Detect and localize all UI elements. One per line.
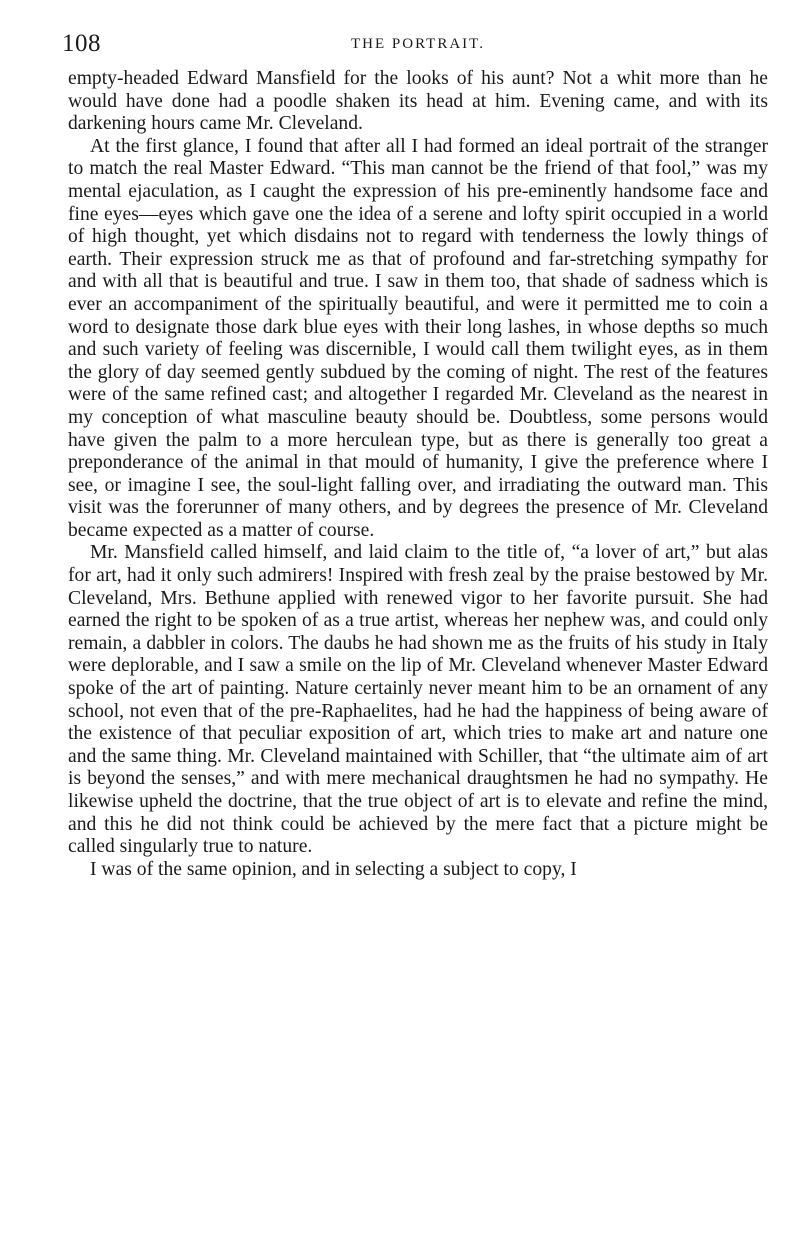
paragraph: I was of the same opinion, and in selecting a subject to copy, I: [90, 858, 577, 880]
paragraph: At the first glance, I found that after all I had formed an ideal portrait of the stranger to match the real Master Edward. “This man cannot be the friend of that fool,” was my mental ejaculation, as I caught the expression of his pre-eminently handsome face and fine eyes—eyes which gave one the idea of a serene and lofty spirit occupied in a world of high thought, yet which disdains not to regard with tenderness the lowly things of earth. Their expression struck me as that of profound and far-stretching sympathy for and with all that is beautiful and true. I saw in them too, that shade of sadness which is ever an accompaniment of the spiritually beautiful, and were it permitted me to coin a word to designate those dark blue eyes with their long lashes, in whose depths so much and such variety of feeling was discernible, I would call them twilight eyes, as in them the glory of day seemed gently subdued by the coming of night. The rest of the features were of the same refined cast; and altogether I regarded Mr. Cleveland as the nearest in my conception of what masculine beauty should be. Doubtless, some persons would have given the palm to a more herculean type, but as there is generally too great a preponderance of the animal in that mould of humanity, I give the preference where I see, or imagine I see, the soul-light falling over, and irradiating the outward man. This visit was the forerunner of many others, and by degrees the presence of Mr. Cleveland became expected as a matter of course.: [68, 135, 768, 541]
running-head: [62, 30, 768, 60]
page-number: 108: [62, 30, 101, 57]
running-title: THE PORTRAIT.: [351, 36, 485, 52]
body-text: [68, 68, 768, 881]
paragraph: Mr. Mansfield called himself, and laid claim to the title of, “a lover of art,” but alas for art, had it only such admirers! Inspired with fresh zeal by the praise bestowed by Mr. Cleveland, Mrs. Bethune applied with renewed vigor to her favorite pursuit. She had earned the right to be spoken of as a true artist, whereas her nephew was, and could only remain, a dabbler in colors. The daubs he had shown me as the fruits of his study in Italy were deplorable, and I saw a smile on the lip of Mr. Cleveland whenever Master Edward spoke of the art of painting. Nature certainly never meant him to be an ornament of any school, not even that of the pre-Raphaelites, had he had the happiness of being aware of the existence of that peculiar exposition of art, which tries to make art and nature one and the same thing. Mr. Cleveland maintained with Schiller, that “the ultimate aim of art is beyond the senses,” and with mere mechanical draughtsmen he had no sympathy. He likewise upheld the doctrine, that the true object of art is to elevate and refine the mind, and this he did not think could be achieved by the mere fact that a picture might be called singularly true to nature.: [68, 542, 768, 858]
book-page: [62, 30, 768, 881]
paragraph-continued: empty-headed Edward Mansfield for the looks of his aunt? Not a whit more than he would have done had a poodle shaken its head at him. Evening came, and with its darkening hours came Mr. Cleveland.: [68, 68, 768, 135]
